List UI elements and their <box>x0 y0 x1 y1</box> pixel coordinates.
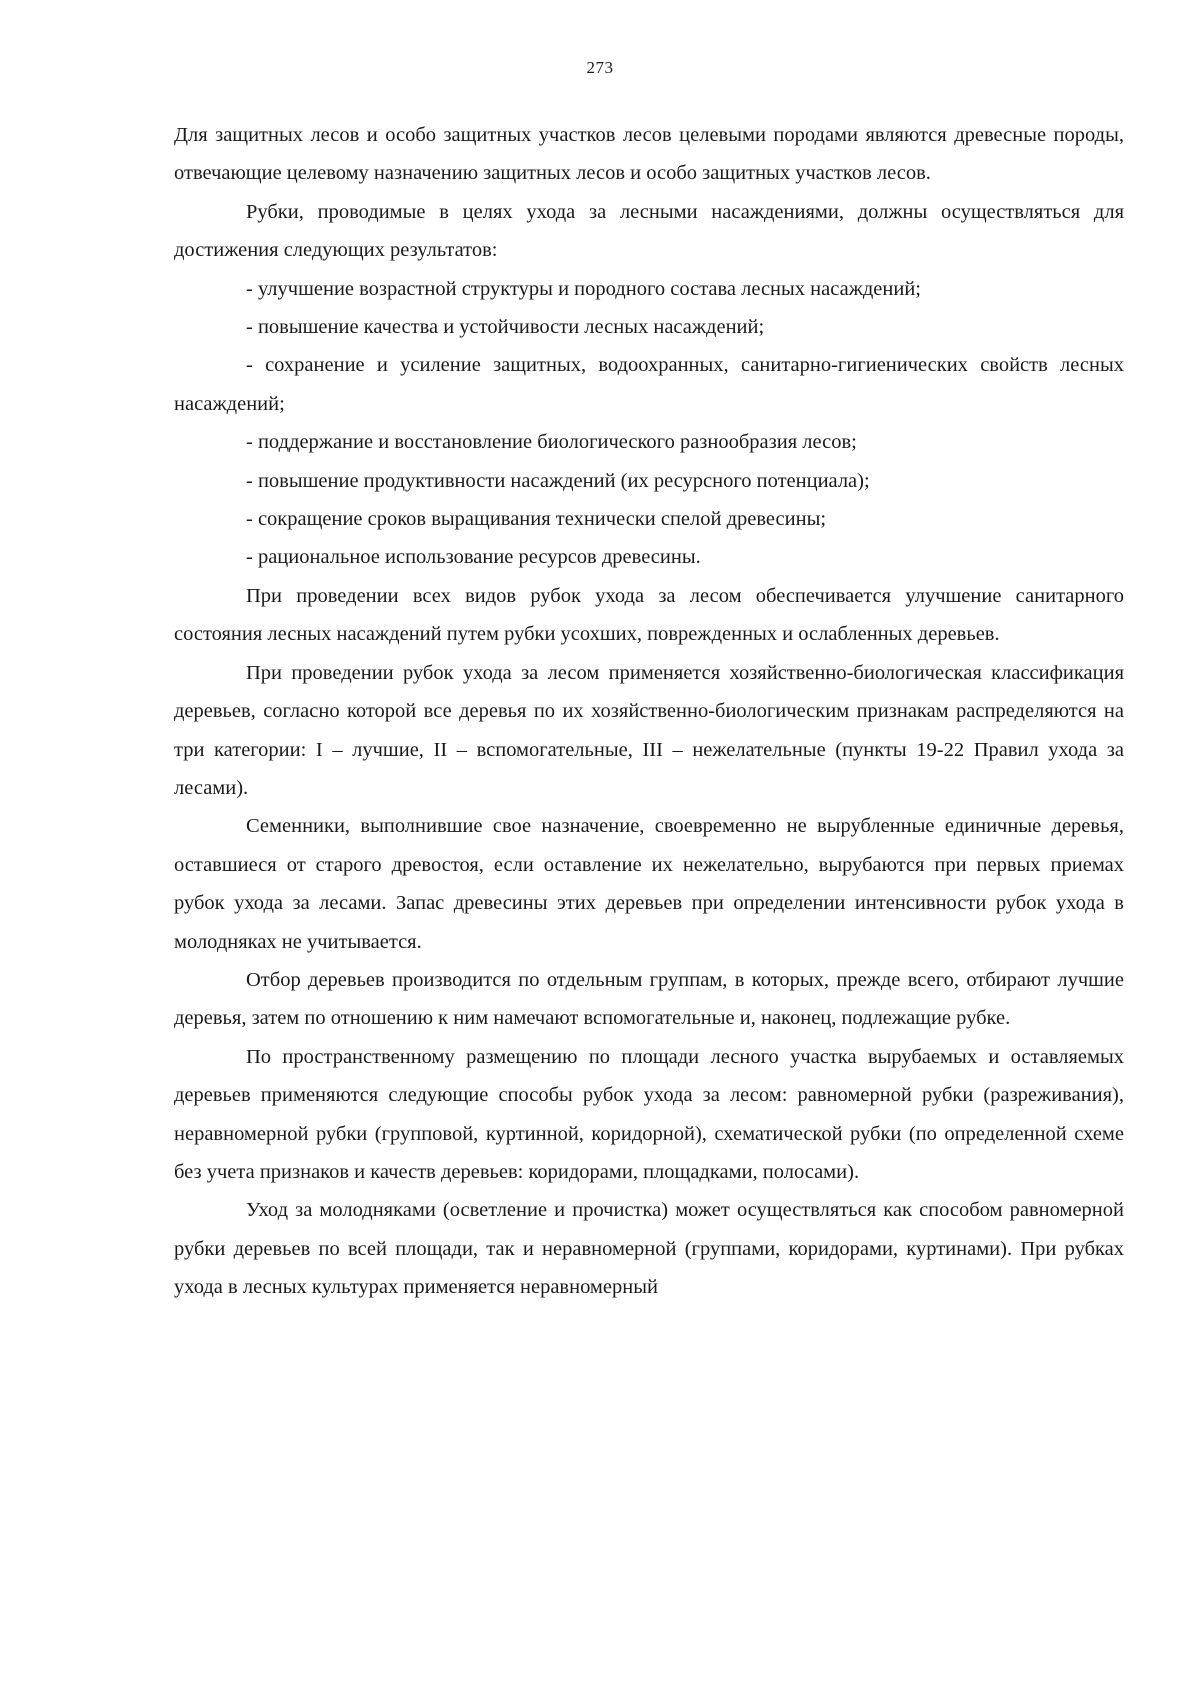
paragraph-tree-selection: Отбор деревьев производится по отдельным группам, в которых, прежде всего, отбирают лучшие деревья, затем по отношению к ним намечают вспомогательные и, наконец, подлежащие рубке. <box>174 968 1124 1030</box>
list-item: - сохранение и усиление защитных, водоохранных, санитарно-гигиенических свойств лесных насаждений; <box>174 354 1124 415</box>
page-body <box>174 116 1124 1307</box>
paragraph-spatial-methods: По пространственному размещению по площади лесного участка вырубаемых и оставляемых деревьев применяются следующие способы рубок ухода за лесом: равномерной рубки (разреживания), неравномерной рубки (групповой, куртинной, коридорной), схематической рубки (по определенной схеме без учета признаков и качеств деревьев: коридорами, площадками, полосами). <box>174 1045 1124 1183</box>
paragraph-tree-classification: При проведении рубок ухода за лесом применяется хозяйственно-биологическая классификация деревьев, согласно которой все деревья по их хозяйственно-биологическим признакам распределяются на три категории: I – лучшие, II – вспомогательные, III – нежелательные (пункты 19-22 Правил ухода за лесами). <box>174 661 1124 799</box>
paragraph-seed-trees: Семенники, выполнившие свое назначение, своевременно не вырубленные единичные деревья, оставшиеся от старого древостоя, если оставление их нежелательно, вырубаются при первых приемах рубок ухода за лесами. Запас древесины этих деревьев при определении интенсивности рубок ухода в молодняках не учитывается. <box>174 815 1124 953</box>
list-item: - рациональное использование ресурсов древесины. <box>246 546 701 569</box>
list-item: - повышение продуктивности насаждений (их ресурсного потенциала); <box>246 469 870 492</box>
paragraph-protective-forests: Для защитных лесов и особо защитных участков лесов целевыми породами являются древесные породы, отвечающие целевому назначению защитных лесов и особо защитных участков лесов. <box>174 124 1124 185</box>
paragraph-young-stand-care: Уход за молодняками (осветление и прочистка) может осуществляться как способом равномерной рубки деревьев по всей площади, так и неравномерной (группами, коридорами, куртинами). При рубках ухода в лесных культурах применяется неравномерный <box>174 1199 1124 1299</box>
paragraph-sanitary-condition: При проведении всех видов рубок ухода за лесом обеспечивается улучшение санитарного состояния лесных насаждений путем рубки усохших, поврежденных и ослабленных деревьев. <box>174 584 1124 646</box>
paragraph-thinning-goals: Рубки, проводимые в целях ухода за лесными насаждениями, должны осуществляться для достижения следующих результатов: <box>174 200 1124 262</box>
list-item: - сокращение сроков выращивания технически спелой древесины; <box>246 508 827 531</box>
page-number: 273 <box>586 58 614 77</box>
list-item: - поддержание и восстановление биологического разнообразия лесов; <box>246 431 857 454</box>
list-item: - повышение качества и устойчивости лесных насаждений; <box>246 316 765 339</box>
list-item: - улучшение возрастной структуры и породного состава лесных насаждений; <box>246 277 921 300</box>
